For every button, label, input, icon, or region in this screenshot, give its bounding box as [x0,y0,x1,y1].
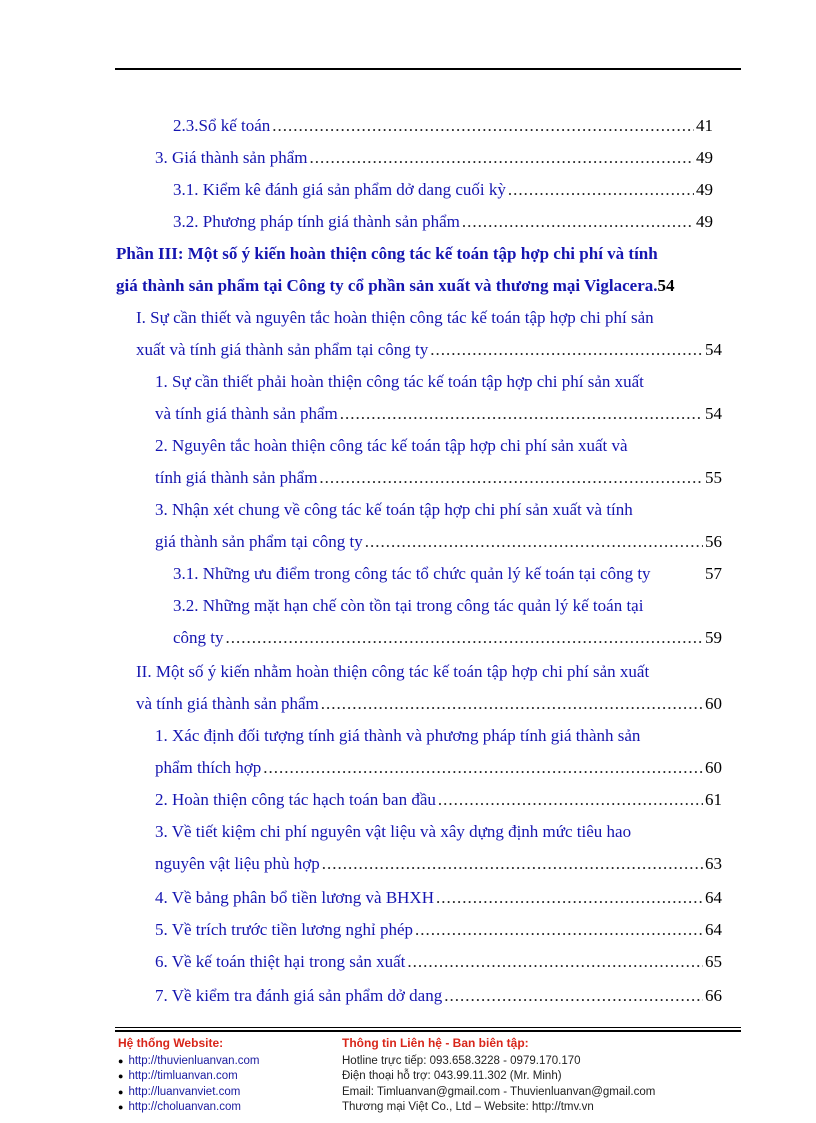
footer-site-item[interactable] [118,1054,328,1070]
toc-entry[interactable] [155,946,722,978]
toc-entry-title: 3.2. Phương pháp tính giá thành sản phẩm [173,212,460,231]
dot-leader [407,946,703,978]
toc-entry-page: 59 [705,628,722,647]
toc-entry-title-line1: 3. Nhận xét chung về công tác kế toán tập hợp chi phí sản xuất và tính [155,500,633,519]
dot-leader [508,174,694,206]
dot-leader [444,980,703,1012]
footer-site-item[interactable] [118,1069,328,1085]
toc-entry-page: 54 [657,276,675,295]
toc-entry-title-line2: và tính giá thành sản phẩm [155,404,338,423]
toc-entry-title: 3. Giá thành sản phẩm [155,148,308,167]
footer-contact-line: Thương mại Việt Co., Ltd – Website: http://tmv.vn [342,1101,594,1113]
bullet-icon: ● [118,1086,124,1097]
dot-leader [340,398,703,430]
toc-entry-title-line1: 1. Xác định đối tượng tính giá thành và phương pháp tính giá thành sản [155,726,641,745]
footer-contact-line: Hotline trực tiếp: 093.658.3228 - 0979.170.170 [342,1054,581,1067]
footer-rule [115,1027,741,1028]
dot-leader [263,752,703,784]
dot-leader [310,142,695,174]
dot-leader [321,688,703,720]
toc-entry-page: 41 [696,116,713,135]
toc-entry[interactable] [155,914,722,946]
dot-leader [415,914,703,946]
footer-site-link[interactable]: http://choluanvan.com [128,1101,241,1113]
bullet-icon: ● [118,1102,124,1112]
toc-entry-title-line1: II. Một số ý kiến nhằm hoàn thiện công tác kế toán tập hợp chi phí sản xuất [136,662,650,681]
toc-entry[interactable] [173,110,713,142]
toc-entry-title-line2: tính giá thành sản phẩm [155,468,318,487]
toc-entry[interactable] [155,784,722,816]
dot-leader [438,784,703,816]
toc-part-heading[interactable] [116,238,722,302]
toc-entry-title: 5. Về trích trước tiền lương nghỉ phép [155,920,413,939]
toc-entry-title-line2: giá thành sản phẩm tại Công ty cổ phần sản xuất và thương mại Viglacera. [116,276,658,295]
bullet-icon: ● [118,1055,124,1066]
dot-leader [319,462,703,494]
dot-leader [430,334,703,366]
toc-entry[interactable] [136,302,722,366]
toc-entry-page: 60 [705,694,722,713]
toc-entry-title-line1: 1. Sự cần thiết phải hoàn thiện công tác kế toán tập hợp chi phí sản xuất [155,372,644,391]
toc-entry-page: 57 [705,564,722,583]
toc-entry-title-line2: công ty [173,628,224,647]
toc-entry[interactable] [136,656,722,720]
toc-entry[interactable] [173,590,722,654]
toc-part-label: Phần III [116,244,178,263]
toc-entry[interactable] [173,558,722,590]
toc-entry-page: 55 [705,468,722,487]
footer-site-link[interactable]: http://timluanvan.com [128,1070,238,1082]
toc-entry-title-line2: giá thành sản phẩm tại công ty [155,532,363,551]
footer-contact-line: Điện thoại hỗ trợ: 043.99.11.302 (Mr. Minh) [342,1070,562,1082]
bullet-icon: ● [118,1071,124,1081]
footer-rule-thick [115,1030,741,1032]
toc-entry-page: 54 [705,340,722,359]
toc-entry-page: 66 [705,986,722,1005]
footer-websites-heading: Hệ thống Website: [118,1036,224,1050]
toc-entry-page: 64 [705,888,722,907]
toc-entry-title: 2. Hoàn thiện công tác hạch toán ban đầu [155,790,436,809]
footer-contact-line: Email: Timluanvan@gmail.com - Thuvienluanvan@gmail.com [342,1085,656,1098]
footer-site-link[interactable]: http://luanvanviet.com [128,1085,241,1098]
toc-entry-title-line1: 2. Nguyên tắc hoàn thiện công tác kế toán tập hợp chi phí sản xuất và [155,436,628,455]
footer-site-link[interactable]: http://thuvienluanvan.com [128,1054,260,1067]
toc-entry-page: 49 [696,180,713,199]
footer-contacts [342,1036,742,1116]
toc-entry[interactable] [173,206,713,238]
toc-entry[interactable] [173,174,713,206]
toc-entry[interactable] [155,366,722,430]
footer-contacts-heading: Thông tin Liên hệ - Ban biên tập: [342,1036,529,1050]
toc-entry[interactable] [155,142,713,174]
toc-entry-page: 65 [705,952,722,971]
dot-leader [436,882,703,914]
toc-entry[interactable] [155,882,722,914]
toc-entry[interactable] [155,980,722,1012]
toc-entry-title: 7. Về kiểm tra đánh giá sản phẩm dở dang [155,986,443,1005]
toc-entry-title: 6. Về kế toán thiệt hại trong sản xuất [155,952,406,971]
toc-entry-title-line2: và tính giá thành sản phẩm [136,694,319,713]
footer-websites [118,1036,328,1116]
dot-leader [462,206,694,238]
toc-entry[interactable] [155,494,722,558]
toc-entry-title-line1: 3.2. Những mặt hạn chế còn tồn tại trong công tác quản lý kế toán tại [173,596,644,615]
toc-entry-page: 56 [705,532,722,551]
footer-site-item[interactable] [118,1085,328,1101]
toc-entry-page: 49 [696,212,713,231]
toc-entry-page: 64 [705,920,722,939]
toc-entry-title-line1: I. Sự cần thiết và nguyên tắc hoàn thiện công tác kế toán tập hợp chi phí sản [136,308,654,327]
toc-entry-title: 2.3.Sổ kế toán [173,116,271,135]
toc-entry-title-line2: phẩm thích hợp [155,758,262,777]
toc-entry-title: 4. Về bảng phân bổ tiền lương và BHXH [155,888,434,907]
toc-entry-title-line1: : Một số ý kiến hoàn thiện công tác kế toán tập hợp chi phí và tính [177,244,658,263]
toc-entry-title-line2: nguyên vật liệu phù hợp [155,854,320,873]
header-rule [115,68,741,70]
toc-entry[interactable] [155,720,722,784]
dot-leader [272,110,694,142]
toc-entry-page: 60 [705,758,722,777]
dot-leader [322,848,703,880]
dot-leader [365,526,703,558]
toc-entry[interactable] [155,430,722,494]
toc-entry-title-line1: 3. Về tiết kiệm chi phí nguyên vật liệu và xây dựng định mức tiêu hao [155,822,632,841]
toc-entry-title-line2: xuất và tính giá thành sản phẩm tại công ty [136,340,429,359]
toc-entry-page: 63 [705,854,722,873]
footer-site-item[interactable] [118,1100,328,1116]
toc-entry-title: 3.1. Những ưu điểm trong công tác tổ chức quản lý kế toán tại công ty [173,564,651,583]
toc-entry-page: 49 [696,148,713,167]
toc-entry[interactable] [155,816,722,880]
toc-entry-page: 54 [705,404,722,423]
toc-entry-title: 3.1. Kiểm kê đánh giá sản phẩm dở dang cuối kỳ [173,180,506,199]
dot-leader [226,622,703,654]
toc-entry-page: 61 [705,790,722,809]
